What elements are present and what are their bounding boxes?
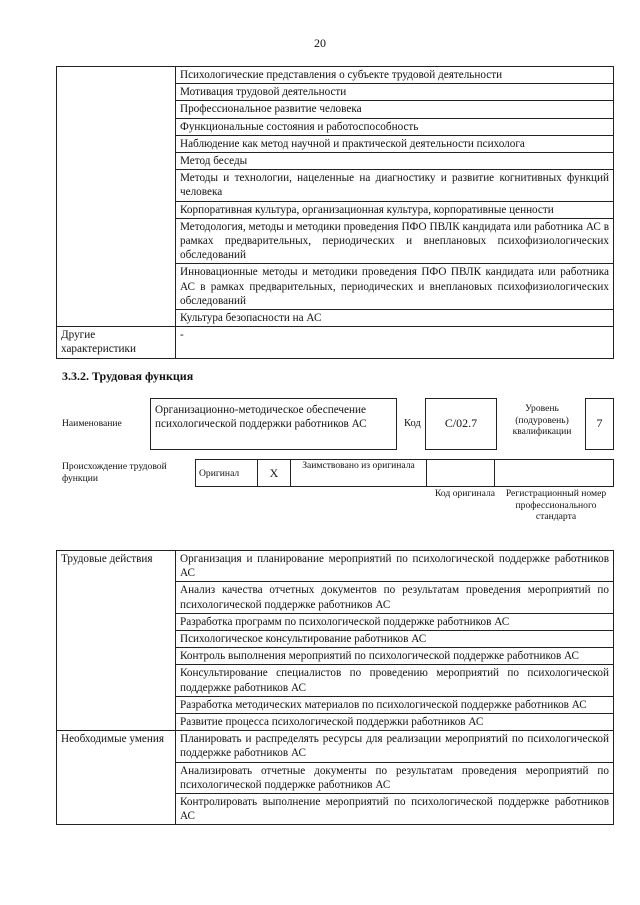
knowledge-item: Профессиональное развитие человека xyxy=(176,101,614,118)
function-code: С/02.7 xyxy=(444,416,478,430)
code-box xyxy=(425,398,497,450)
qualification-level-value: 7 xyxy=(596,416,603,430)
labor-actions-label: Трудовые действия xyxy=(57,551,176,731)
knowledge-item: Методология, методы и методики проведения ПФО ПВЛК кандидата или работника АС в рамках предварительных, периодических и внеплановых психофизиологических обследований xyxy=(176,218,614,264)
knowledge-item: Культура безопасности на АС xyxy=(176,310,614,327)
original-label: Оригинал xyxy=(196,460,258,487)
other-characteristics-value: - xyxy=(176,327,614,358)
name-box xyxy=(150,398,397,450)
code-label: Код xyxy=(404,418,421,429)
function-details-table xyxy=(56,550,614,825)
knowledge-table-continued xyxy=(56,66,614,359)
function-name: Организационно-методическое обеспечение психологической поддержки работников АС xyxy=(155,404,367,430)
labor-action-item: Разработка методических материалов по психологической поддержке работников АС xyxy=(176,696,614,713)
labor-action-item: Консультирование специалистов по проведению мероприятий по психологической поддержке работников АС xyxy=(176,665,614,696)
skill-item: Анализировать отчетные документы по результатам проведения мероприятий по психологической поддержке работников АС xyxy=(176,762,614,793)
knowledge-item: Мотивация трудовой деятельности xyxy=(176,84,614,101)
skill-item: Планировать и распределять ресурсы для реализации мероприятий по психологической поддержке работников АС xyxy=(176,731,614,762)
registration-number-cell xyxy=(495,460,614,487)
knowledge-item: Наблюдение как метод научной и практической деятельности психолога xyxy=(176,135,614,152)
knowledge-item: Метод беседы xyxy=(176,153,614,170)
section-heading: 3.3.2. Трудовая функция xyxy=(62,369,194,383)
other-characteristics-label: Другие характеристики xyxy=(57,327,176,358)
knowledge-item: Корпоративная культура, организационная культура, корпоративные ценности xyxy=(176,201,614,218)
knowledge-item: Функциональные состояния и работоспособность xyxy=(176,118,614,135)
knowledge-item: Психологические представления о субъекте трудовой деятельности xyxy=(176,67,614,84)
origin-label: Происхождение трудовой функции xyxy=(62,461,167,484)
labor-action-item: Разработка программ по психологической поддержке работников АС xyxy=(176,613,614,630)
page-number: 20 xyxy=(314,36,326,50)
name-label: Наименование xyxy=(62,418,122,429)
original-mark: X xyxy=(258,460,291,487)
borrowed-label: Заимствовано из оригинала xyxy=(291,460,427,487)
labor-action-item: Развитие процесса психологической поддержки работников АС xyxy=(176,714,614,731)
qualification-level-label: Уровень (подуровень) квалификации xyxy=(512,403,572,437)
original-code-caption: Код оригинала xyxy=(434,488,496,499)
labor-action-item: Психологическое консультирование работников АС xyxy=(176,631,614,648)
labor-action-item: Контроль выполнения мероприятий по психологической поддержке работников АС xyxy=(176,648,614,665)
knowledge-item: Инновационные методы и методики проведения ПФО ПВЛК кандидата или работника АС в рамках предварительных, периодических и внеплановых психофизиологических обследований xyxy=(176,264,614,310)
labor-action-item: Организация и планирование мероприятий по психологической поддержке работников АС xyxy=(176,551,614,582)
original-code-cell xyxy=(427,460,495,487)
level-box xyxy=(585,398,614,450)
knowledge-label-cell xyxy=(57,67,176,327)
origin-table xyxy=(195,459,614,487)
labor-action-item: Анализ качества отчетных документов по результатам проведения мероприятий по психологической поддержке работников АС xyxy=(176,582,614,613)
knowledge-item: Методы и технологии, нацеленные на диагностику и развитие когнитивных функций человека xyxy=(176,170,614,201)
registration-number-caption: Регистрационный номер профессионального стандарта xyxy=(505,488,607,522)
required-skills-label: Необходимые умения xyxy=(57,731,176,825)
skill-item: Контролировать выполнение мероприятий по психологической поддержке работников АС xyxy=(176,794,614,825)
